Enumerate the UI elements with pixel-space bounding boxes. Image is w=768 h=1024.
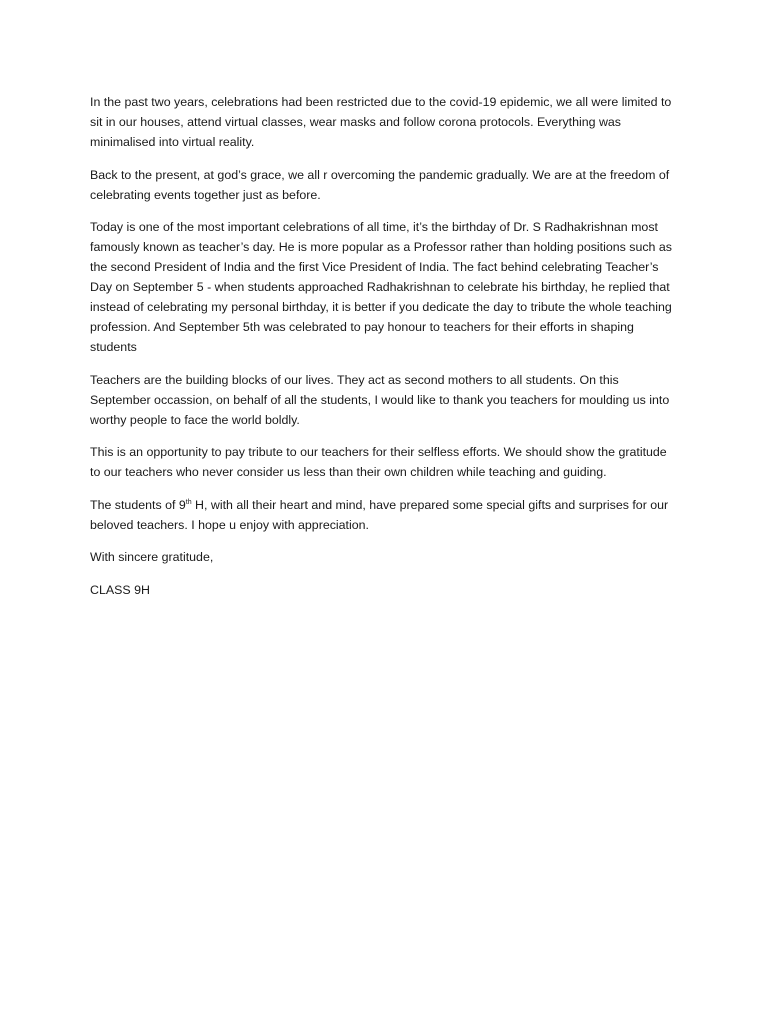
signature: CLASS 9H (90, 582, 150, 597)
paragraph-covid: In the past two years, celebrations had been restricted due to the covid-19 epidemic, we all were limited to sit in our houses, attend virtual classes, wear masks and follow corona protocols. Everything was minimalised into virtual reality. (90, 95, 672, 149)
document-body (90, 92, 680, 612)
paragraph-teachers-day: Today is one of the most important celebrations of all time, it’s the birthday of Dr. S Radhakrishnan most famously known as teacher’s day. He is more popular as a Professor rather than holding positions such as the second President of India and the first Vice President of India. The fact behind celebrating Teacher’s Day on September 5 - when students approached Radhakrishnan to celebrate his birthday, he replied that instead of celebrating my personal birthday, it is better if you dedicate the day to tribute the whole teaching profession. And September 5th was celebrated to pay honour to teachers for their efforts in shaping students (90, 220, 672, 354)
paragraph-students (90, 495, 680, 535)
paragraph-building-blocks: Teachers are the building blocks of our lives. They act as second mothers to all students. On this September occassion, on behalf of all the students, I would like to thank you teachers for moulding us into worthy people to face the world boldly. (90, 372, 670, 427)
paragraph-tribute: This is an opportunity to pay tribute to our teachers for their selfless efforts. We should show the gratitude to our teachers who never consider us less than their own children while teaching and guiding. (90, 445, 667, 479)
ordinal-suffix: th (185, 498, 192, 506)
students-text-after: H, with all their heart and mind, have prepared some special gifts and surprises for our beloved teachers. I hope u enjoy with appreciation. (90, 497, 669, 532)
students-text-before: The students of 9 (90, 497, 186, 512)
paragraph-present: Back to the present, at god’s grace, we all r overcoming the pandemic gradually. We are at the freedom of celebrating events together just as before. (90, 167, 670, 202)
closing-line: With sincere gratitude, (90, 550, 214, 564)
